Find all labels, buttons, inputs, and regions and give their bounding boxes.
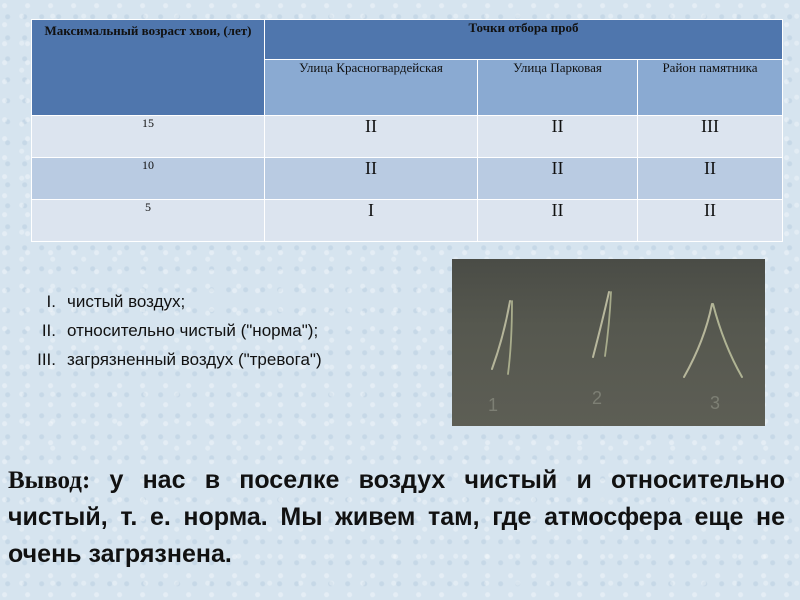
header-street-krasnogvardeyskaya: Улица Красногвардейская [265, 60, 478, 116]
header-sampling-points-label: Точки отбора проб [468, 20, 579, 35]
legend-number: III. [37, 350, 56, 369]
conclusion-text: у нас в поселке воздух чистый и относительно чистый, т. е. норма. Мы живем там, где атмосфера еще не очень загрязнена. [8, 466, 785, 568]
legend-text: загрязненный воздух ("тревога") [67, 350, 322, 369]
header-sampling-points [265, 20, 783, 60]
value-cell: II [478, 116, 638, 158]
needle-sample-1 [492, 301, 512, 374]
value-cell: II [265, 116, 478, 158]
value-cell: I [265, 200, 478, 242]
header-street-parkovaya: Улица Парковая [478, 60, 638, 116]
table-row [32, 116, 783, 158]
legend-number: I. [46, 292, 56, 311]
pine-needles-illustration [452, 259, 765, 426]
value-cell: III [638, 116, 783, 158]
table-row [32, 200, 783, 242]
age-cell: 5 [32, 200, 265, 242]
age-cell: 10 [32, 158, 265, 200]
conclusion-lead: Вывод: [8, 467, 91, 494]
needle-age-table [31, 19, 783, 242]
sample-label-3: 3 [710, 393, 721, 413]
value-cell: II [478, 200, 638, 242]
value-cell: II [265, 158, 478, 200]
age-cell: 15 [32, 116, 265, 158]
header-needle-age [32, 20, 265, 116]
value-cell: II [638, 200, 783, 242]
table-row [32, 158, 783, 200]
sample-label-1: 1 [488, 395, 499, 415]
needle-sample-3 [684, 304, 742, 377]
value-cell: II [638, 158, 783, 200]
needle-sample-2 [593, 292, 611, 357]
legend-number: II. [41, 321, 56, 340]
value-cell: II [478, 158, 638, 200]
header-needle-age-label: Максимальный возраст хвои, (лет) [44, 23, 252, 38]
sample-label-2: 2 [592, 388, 603, 408]
legend-text: относительно чистый ("норма"); [67, 321, 319, 340]
conclusion-paragraph [8, 462, 785, 573]
legend-text: чистый воздух; [67, 292, 186, 311]
header-monument-area: Район памятника [638, 60, 783, 116]
pine-needles-photo [452, 259, 765, 426]
